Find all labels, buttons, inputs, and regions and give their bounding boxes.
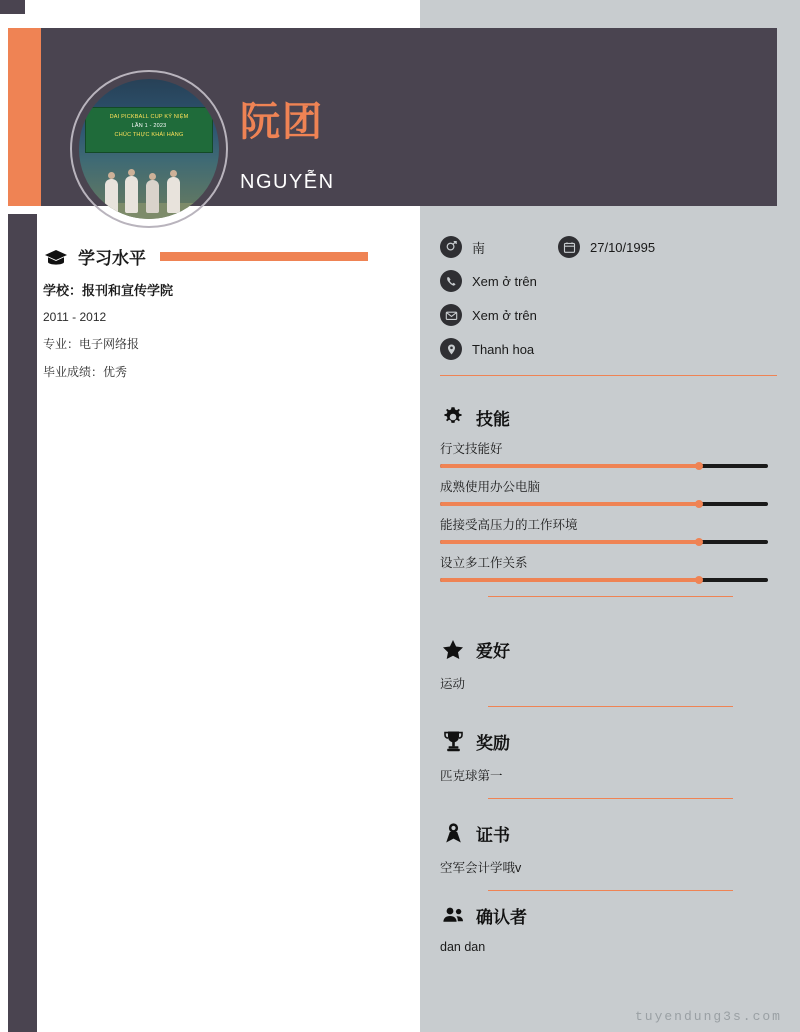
references-section-title: 确认者: [476, 907, 527, 927]
graduation-cap-icon: [43, 245, 69, 269]
page-title: 阮团: [240, 100, 324, 144]
header-accent-stripe: [8, 28, 41, 206]
mail-icon: [440, 304, 462, 326]
info-birthdate-text: 27/10/1995: [590, 239, 656, 255]
education-major: 专业：电子网络报: [43, 337, 140, 351]
personal-info-grid: [440, 230, 780, 366]
info-location-text: Thanh hoa: [472, 341, 535, 357]
divider-hobbies: [488, 706, 733, 707]
info-row: [440, 298, 780, 332]
skill-bar-knob: [695, 576, 703, 584]
divider-info: [440, 375, 777, 376]
skill-bar-knob: [695, 538, 703, 546]
trophy-icon: [440, 728, 466, 754]
info-phone-text: Xem ở trên: [472, 273, 537, 289]
skill-name: 能接受高压力的工作环境: [440, 518, 578, 532]
top-left-corner-block: [0, 0, 25, 14]
skill-bar: [440, 540, 768, 544]
info-gender: [440, 236, 558, 258]
watermark: tuyendung3s.com: [634, 1009, 782, 1024]
hobby-item: 运动: [440, 677, 466, 691]
hobbies-section-header: [440, 636, 780, 662]
education-grade: 毕业成绩：优秀: [43, 365, 128, 379]
certificates-section-header: [440, 820, 780, 846]
education-details: [43, 280, 403, 391]
skill-bar-fill: [440, 578, 699, 582]
awards-section-header: [440, 728, 780, 754]
skills-section: [440, 404, 780, 597]
avatar: [70, 70, 228, 228]
skill-item: [440, 477, 780, 506]
info-email-text: Xem ở trên: [472, 307, 537, 323]
references-section-header: [440, 902, 780, 928]
education-section-header: [43, 244, 403, 269]
skill-bar: [440, 502, 768, 506]
divider-skills: [488, 596, 733, 597]
skill-bar-fill: [440, 502, 699, 506]
awards-section-title: 奖励: [476, 733, 510, 753]
skill-name: 设立多工作关系: [440, 556, 528, 570]
info-phone: [440, 270, 537, 292]
info-row: [440, 332, 780, 366]
skill-name: 行文技能好: [440, 442, 503, 456]
skill-bar-knob: [695, 462, 703, 470]
skill-bar: [440, 464, 768, 468]
info-location: [440, 338, 534, 360]
divider-awards: [488, 798, 733, 799]
medal-icon: [440, 820, 466, 846]
gear-icon: [440, 404, 466, 430]
skills-section-header: [440, 404, 780, 430]
skills-section-title: 技能: [476, 409, 510, 429]
hobbies-section-title: 爱好: [476, 641, 510, 661]
certificate-item: 空军会计学哦v: [440, 861, 522, 875]
name-subtitle: NGUYỄN: [240, 171, 335, 193]
avatar-photo: [79, 79, 219, 219]
left-content-column: [37, 214, 420, 1032]
skill-name: 成熟使用办公电脑: [440, 480, 541, 494]
references-section: [440, 902, 780, 954]
awards-section: [440, 728, 780, 799]
skill-item: [440, 553, 780, 582]
left-dark-rail: [8, 214, 37, 1032]
reference-item: dan dan: [440, 940, 486, 954]
education-school: 学校：报刊和宣传学院: [43, 283, 174, 298]
skill-bar-fill: [440, 464, 699, 468]
info-gender-text: 南: [472, 240, 486, 256]
info-row: [440, 264, 780, 298]
people-icon: [440, 902, 466, 928]
gender-icon: [440, 236, 462, 258]
hobbies-section: [440, 636, 780, 707]
skill-item: [440, 515, 780, 544]
certificates-section: [440, 820, 780, 891]
photo-people: [101, 165, 197, 213]
award-item: 匹克球第一: [440, 769, 503, 783]
calendar-icon: [558, 236, 580, 258]
star-icon: [440, 636, 466, 662]
education-years: 2011 - 2012: [43, 310, 107, 324]
education-title-bar: [160, 252, 368, 261]
skill-bar: [440, 578, 768, 582]
education-section-title: 学习水平: [78, 249, 146, 268]
skill-item: [440, 439, 780, 468]
photo-banner-line1: DAI PICKBALL CUP KỶ NIỆM: [109, 114, 189, 120]
info-birthdate: [558, 236, 655, 258]
photo-banner: [85, 107, 213, 153]
location-icon: [440, 338, 462, 360]
photo-banner-line3: CHÚC THỰC KHÁI HÀNG: [114, 132, 184, 138]
photo-banner-line2: LẦN 1 - 2023: [131, 123, 167, 129]
info-row: [440, 230, 780, 264]
divider-certificates: [488, 890, 733, 891]
resume-header: [8, 28, 777, 206]
skill-bar-knob: [695, 500, 703, 508]
skill-bar-fill: [440, 540, 699, 544]
phone-icon: [440, 270, 462, 292]
certificates-section-title: 证书: [476, 825, 510, 845]
info-email: [440, 304, 537, 326]
